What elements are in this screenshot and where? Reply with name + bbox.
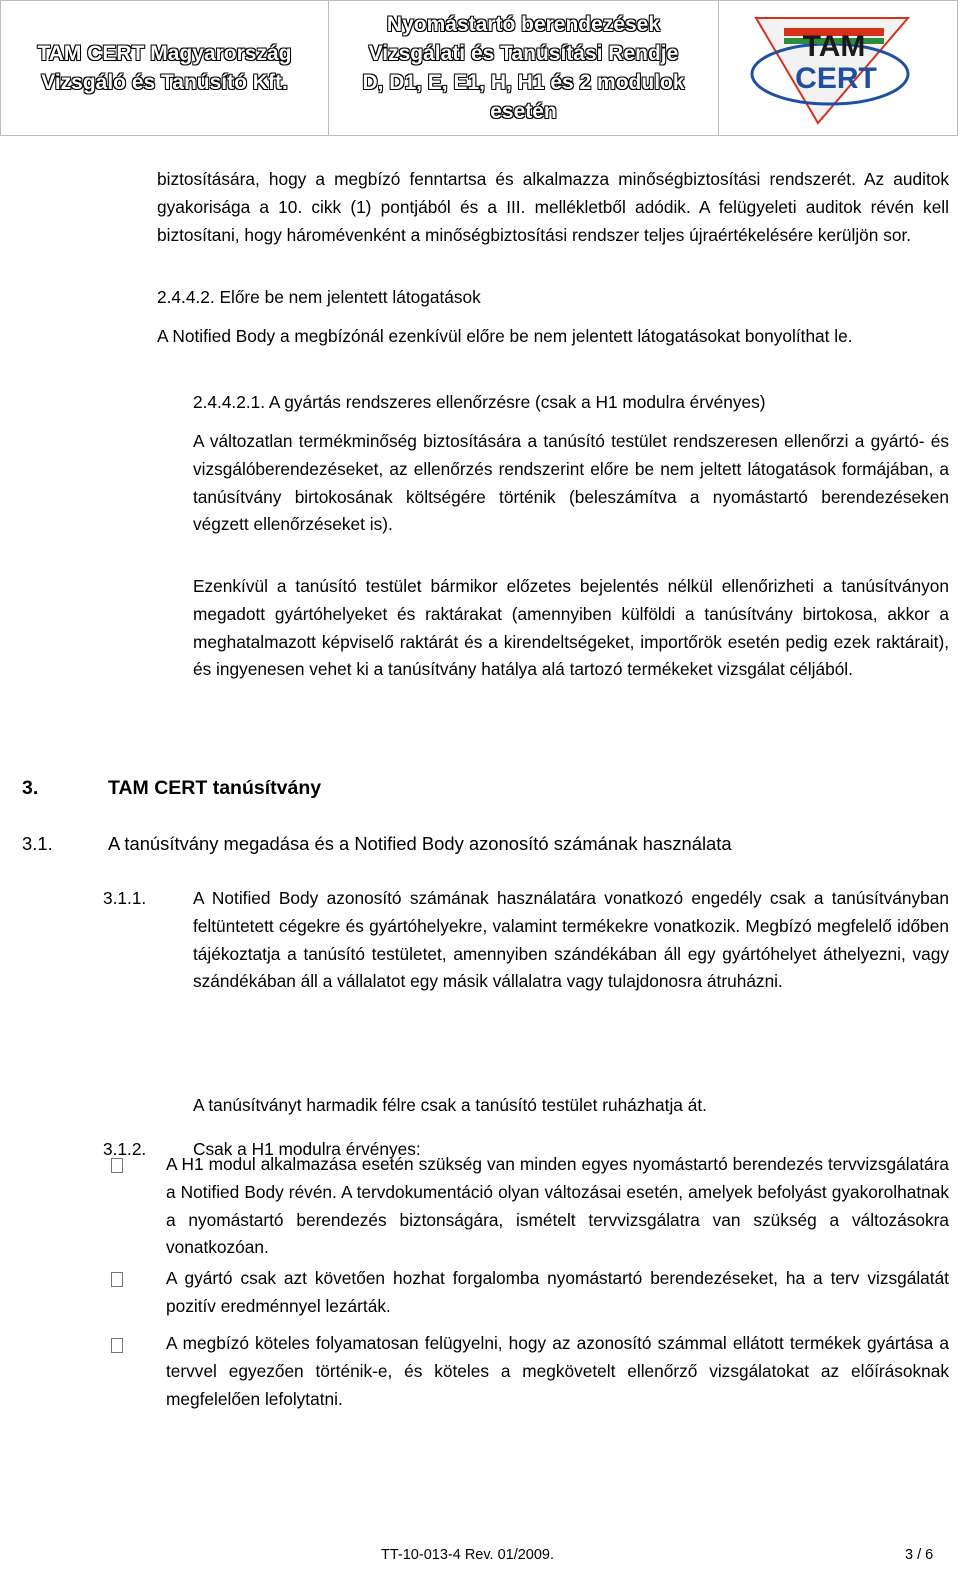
header-title-line3: D, D1, E, E1, H, H1 és 2 modulok [362, 71, 685, 94]
section-3-1-number: 3.1. [22, 833, 53, 854]
header-title-line2: Vizsgálati és Tanúsítási Rendje [368, 42, 679, 65]
bullet-item: A H1 modul alkalmazása esetén szükség van minden egyes nyomástartó berendezés tervvizsgálatára a Notified Body révén. A tervdokumentáció olyan változásai esetén, amelyek befolyást gyakorolhatnak a nyomástartó berendezés biztonságára, ismételt tervvizsgálatra van szükség a változásokra vonatkozóan. [166, 1154, 949, 1258]
header-title-line4: esetén [490, 100, 557, 123]
heading-section-3-1 [22, 833, 732, 855]
section-3-1-1-number: 3.1.1. [103, 888, 147, 908]
paragraph-certificate-transfer: A tanúsítványt harmadik félre csak a tanúsító testület ruházhatja át. [193, 1095, 707, 1115]
tam-cert-logo [748, 8, 918, 128]
footer-document-id: TT-10-013-4 Rev. 01/2009. [381, 1547, 555, 1563]
header-title-cell [329, 1, 719, 135]
section-3-number: 3. [22, 777, 39, 799]
paragraph-notified-body-number: A Notified Body azonosító számának használatára vonatkozó engedély csak a tanúsítványban feltüntetett cégekre és gyártóhelyekre, valamint termékekre vonatkozik. Megbízó megfelelő időben tájékoztatja a tanúsító testületet, amennyiben szándékában áll egy gyártóhelyet áthelyezni, vagy szándékában áll a vállalatot egy másik vállalatra vagy tulajdonosra átruházni. [193, 888, 949, 992]
section-3-1-2-title: Csak a H1 modulra érvényes: [193, 1139, 421, 1159]
header-company-line1: TAM CERT Magyarország [37, 42, 292, 65]
paragraph-audit-frequency: biztosítására, hogy a megbízó fenntartsa és alkalmazza minőségbiztosítási rendszerét. Az auditok gyakorisága a 10. cikk (1) pontjából és a III. mellékletből adódik. A felügyeleti auditok révén kell biztosítani, hogy háromévenként a minőségbiztosítási rendszer teljes újraértékelésére kerüljön sor. [157, 169, 949, 245]
heading-2-4-4-2-1: 2.4.4.2.1. A gyártás rendszeres ellenőrzésre (csak a H1 modulra érvényes) [193, 392, 766, 412]
logo-text-cert: CERT [795, 62, 877, 95]
paragraph-unannounced-visits: A Notified Body a megbízónál ezenkívül előre be nem jelentett látogatásokat bonyolíthat le. [157, 326, 853, 346]
section-3-1-title: A tanúsítvány megadása és a Notified Body azonosító számának használata [108, 833, 732, 854]
bullet-item: A megbízó köteles folyamatosan felügyelni, hogy az azonosító számmal ellátott termékek gyártása a tervvel egyezően történik-e, és köteles a megkövetelt ellenőrző vizsgálatokat az előírásoknak megfelelően lefolytatni. [166, 1333, 949, 1409]
heading-section-3 [22, 777, 321, 800]
header-company-line2: Vizsgáló és Tanúsító Kft. [41, 71, 288, 94]
section-3-1-2-number: 3.1.2. [103, 1139, 147, 1159]
header-company-cell [1, 1, 329, 135]
paragraph-quality-assurance: A változatlan termékminőség biztosítására a tanúsító testület rendszeresen ellenőrzi a gyártó- és vizsgálóberendezéseket, az ellenőrzés rendszerint előre be nem jeltett látogatások formájában, a tanúsítvány birtokosának költségére történik (beleszámítva a nyomástartó berendezéseken végzett ellenőrzéseket is). [193, 431, 949, 535]
bullet-box-icon [111, 1272, 123, 1287]
header-title-line1: Nyomástartó berendezések [386, 13, 661, 36]
heading-2-4-4-2: 2.4.4.2. Előre be nem jelentett látogatások [157, 287, 481, 307]
bullet-box-icon [111, 1158, 123, 1173]
section-3-title: TAM CERT tanúsítvány [108, 777, 322, 799]
logo-text-tam: TAM [802, 30, 866, 63]
bullet-item: A gyártó csak azt követően hozhat forgalomba nyomástartó berendezéseket, ha a terv vizsgálatát pozitív eredménnyel lezárták. [166, 1268, 949, 1316]
footer-page-number: 3 / 6 [905, 1547, 934, 1563]
bullet-box-icon [111, 1338, 123, 1353]
paragraph-additional-inspections: Ezenkívül a tanúsító testület bármikor előzetes bejelentés nélkül ellenőrizheti a tanúsítványon megadott gyártóhelyeket és raktárakat (amennyiben külföldi a tanúsítvány birtokosa, akkor a meghatalmazott képviselő raktárát és a kirendeltségeket, importőrök esetén pedig ezek raktárait), és ingyenesen vehet ki a tanúsítvány hatálya alá tartozó termékeket vizsgálat céljából. [193, 576, 949, 680]
header-title [362, 10, 684, 126]
header-company [38, 39, 292, 97]
